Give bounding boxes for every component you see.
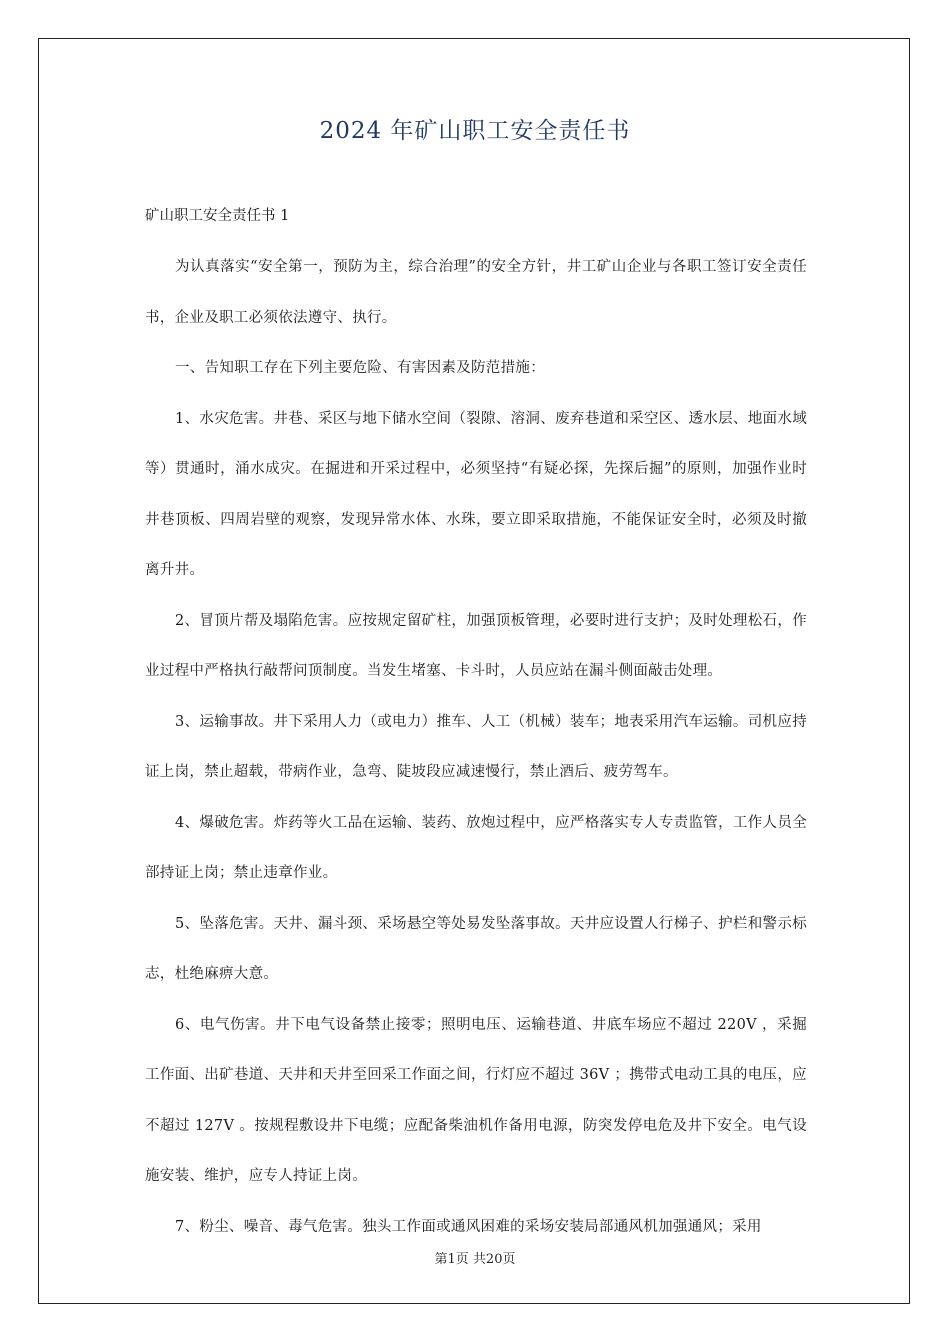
paragraph-intro: 为认真落实“安全第一，预防为主，综合治理”的安全方针，井工矿山企业与各职工签订安全责任书，企业及职工必须依法遵守、执行。 xyxy=(145,259,807,326)
paragraph-fall-hazard: 5、坠落危害。天井、漏斗颈、采场悬空等处易发坠落事故。天井应设置人行梯子、护栏和警示标志，杜绝麻痹大意。 xyxy=(145,915,807,982)
paragraph-blasting-hazard: 4、爆破危害。炸药等火工品在运输、装药、放炮过程中，应严格落实专人专责监管，工作人员全部持证上岗；禁止违章作业。 xyxy=(145,814,807,881)
paragraph-transport-accident: 3、运输事故。井下采用人力（或电力）推车、人工（机械）装车；地表采用汽车运输。司机应持证上岗，禁止超载，带病作业，急弯、陡坡段应减速慢行，禁止酒后、疲劳驾车。 xyxy=(145,713,807,780)
paragraph-roof-fall-hazard: 2、冒顶片帮及塌陷危害。应按规定留矿柱，加强顶板管理，必要时进行支护；及时处理松石，作业过程中严格执行敲帮问顶制度。当发生堵塞、卡斗时，人员应站在漏斗侧面敲击处理。 xyxy=(145,612,807,679)
paragraph-flood-hazard: 1、水灾危害。井巷、采区与地下储水空间（裂隙、溶洞、废弃巷道和采空区、透水层、地面水域等）贯通时，涌水成灾。在掘进和开采过程中，必须坚持“有疑必探，先探后掘”的原则，加强作业时井巷顶板、四周岩壁的观察，发现异常水体、水珠，要立即采取措施，不能保证安全时，必须及时撤离升井。 xyxy=(145,410,807,578)
document-subtitle: 矿山职工安全责任书 1 xyxy=(145,208,290,224)
page-footer: 第1页 共20页 xyxy=(434,1252,516,1267)
document-body xyxy=(145,242,807,1252)
paragraph-dust-noise-hazard: 7、粉尘、噪音、毒气危害。独头工作面或通风困难的采场安装局部通风机加强通风；采用 xyxy=(175,1218,762,1235)
document-title: 2024 年矿山职工安全责任书 xyxy=(319,118,631,144)
paragraph-electrical-hazard: 6、电气伤害。井下电气设备禁止接零；照明电压、运输巷道、井底车场应不超过 220V ，采掘工作面、出矿巷道、天井和天井至回采工作面之间，行灯应不超过 36V ；携带式电动工具的电压，应不超过 127V 。按规程敷设井下电缆；应配备柴油机作备用电源，防突发停电危及井下安全。电气设施安装、维护，应专人持证上岗。 xyxy=(145,1016,807,1184)
paragraph-section-heading: 一、告知职工存在下列主要危险、有害因素及防范措施： xyxy=(175,360,545,376)
